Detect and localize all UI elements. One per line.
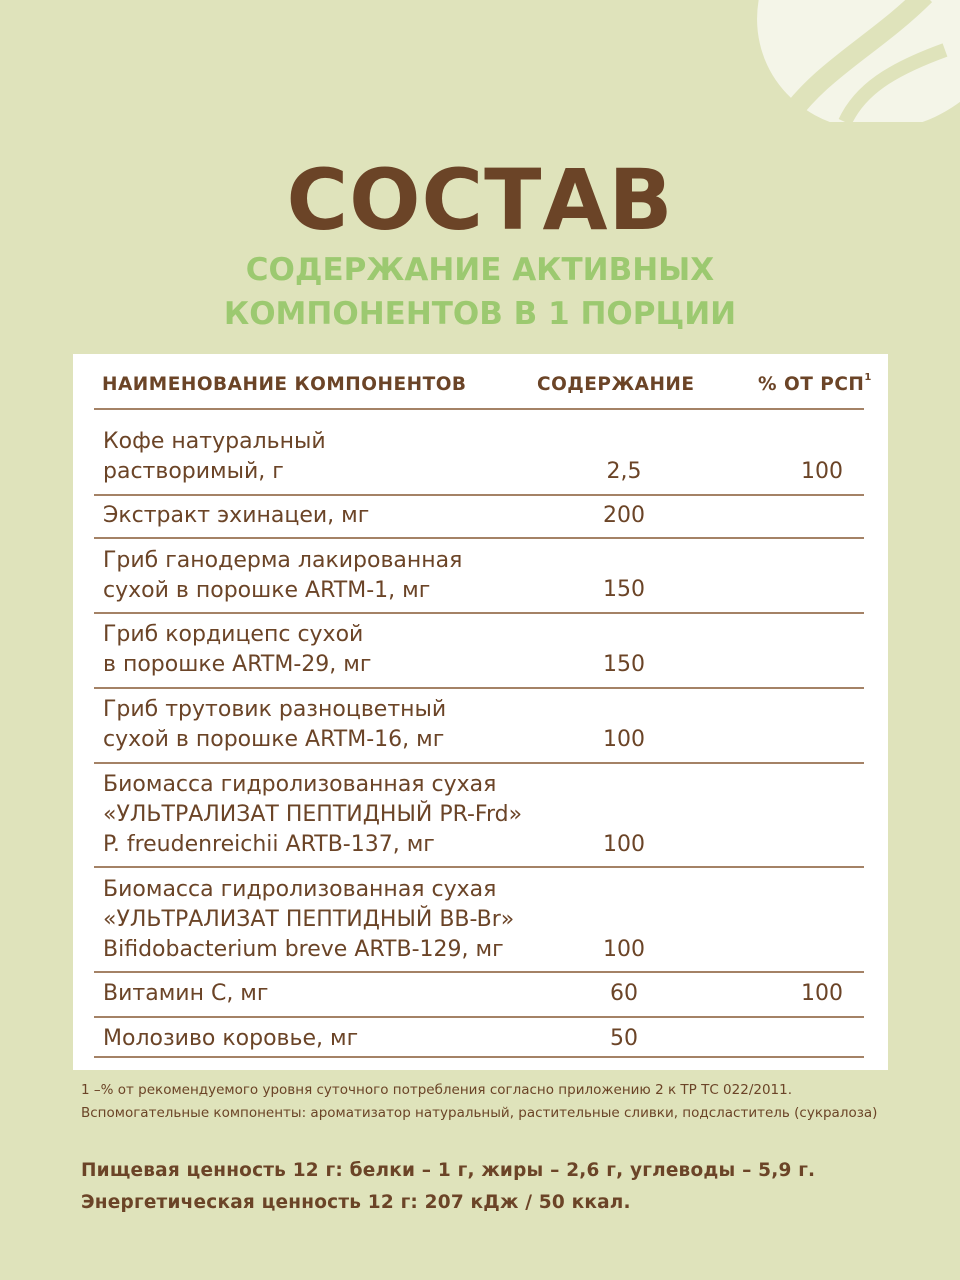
row-rsp: 100 (801, 459, 843, 484)
subtitle (0, 248, 960, 336)
row-content: 100 (603, 832, 645, 857)
row-content: 200 (603, 503, 645, 528)
header-rsp (758, 374, 872, 395)
footnote: 1 –% от рекомендуемого уровня суточного потребления согласно приложению 2 к ТР ТС 022/2011. (81, 1082, 793, 1098)
row-name: Экстракт эхинацеи, мг (103, 503, 370, 528)
row-content: 100 (603, 937, 645, 962)
header-rsp-label: % ОТ РСП (758, 374, 865, 395)
energy-value: Энергетическая ценность 12 г: 207 кДж / 50 ккал. (81, 1192, 631, 1213)
divider (94, 1056, 864, 1058)
divider (94, 408, 864, 410)
header-content: СОДЕРЖАНИЕ (537, 374, 695, 395)
divider (94, 612, 864, 614)
row-name: Гриб трутовик разноцветный сухой в порошке ARTM-16, мг (103, 697, 447, 752)
divider (94, 687, 864, 689)
composition-table (73, 354, 888, 1070)
row-name: Витамин С, мг (103, 981, 269, 1006)
row-name: Биомасса гидролизованная сухая «УЛЬТРАЛИЗАТ ПЕПТИДНЫЙ BB-Br» Bifidobacterium breve ARTB-129, мг (103, 877, 515, 962)
row-name: Молозиво коровье, мг (103, 1026, 359, 1051)
divider (94, 537, 864, 539)
nutrition-value: Пищевая ценность 12 г: белки – 1 г, жиры – 2,6 г, углеводы – 5,9 г. (81, 1160, 816, 1181)
divider (94, 494, 864, 496)
footnote-marker: 1 (864, 372, 872, 383)
divider (94, 971, 864, 973)
subtitle-line: КОМПОНЕНТОВ В 1 ПОРЦИИ (223, 296, 737, 332)
row-rsp: 100 (801, 981, 843, 1006)
row-content: 2,5 (606, 459, 642, 484)
row-content: 50 (610, 1026, 638, 1051)
row-name: Кофе натуральный растворимый, г (103, 429, 326, 484)
subtitle-line: СОДЕРЖАНИЕ АКТИВНЫХ (245, 252, 715, 288)
row-name: Гриб кордицепс сухой в порошке ARTM-29, мг (103, 622, 372, 677)
row-name: Биомасса гидролизованная сухая «УЛЬТРАЛИЗАТ ПЕПТИДНЫЙ PR-Frd» P. freudenreichii ARTB-137, мг (103, 772, 523, 857)
row-content: 100 (603, 727, 645, 752)
row-content: 150 (603, 577, 645, 602)
row-name: Гриб ганодерма лакированная сухой в порошке ARTM-1, мг (103, 548, 463, 603)
coffee-bean-icon (725, 0, 960, 122)
divider (94, 762, 864, 764)
row-content: 150 (603, 652, 645, 677)
auxiliary-components: Вспомогательные компоненты: ароматизатор натуральный, растительные сливки, подсластитель (сукралоза) (81, 1105, 878, 1121)
divider (94, 1016, 864, 1018)
header-name: НАИМЕНОВАНИЕ КОМПОНЕНТОВ (102, 374, 467, 395)
divider (94, 866, 864, 868)
row-content: 60 (610, 981, 638, 1006)
page-title: СОСТАВ (286, 151, 674, 249)
